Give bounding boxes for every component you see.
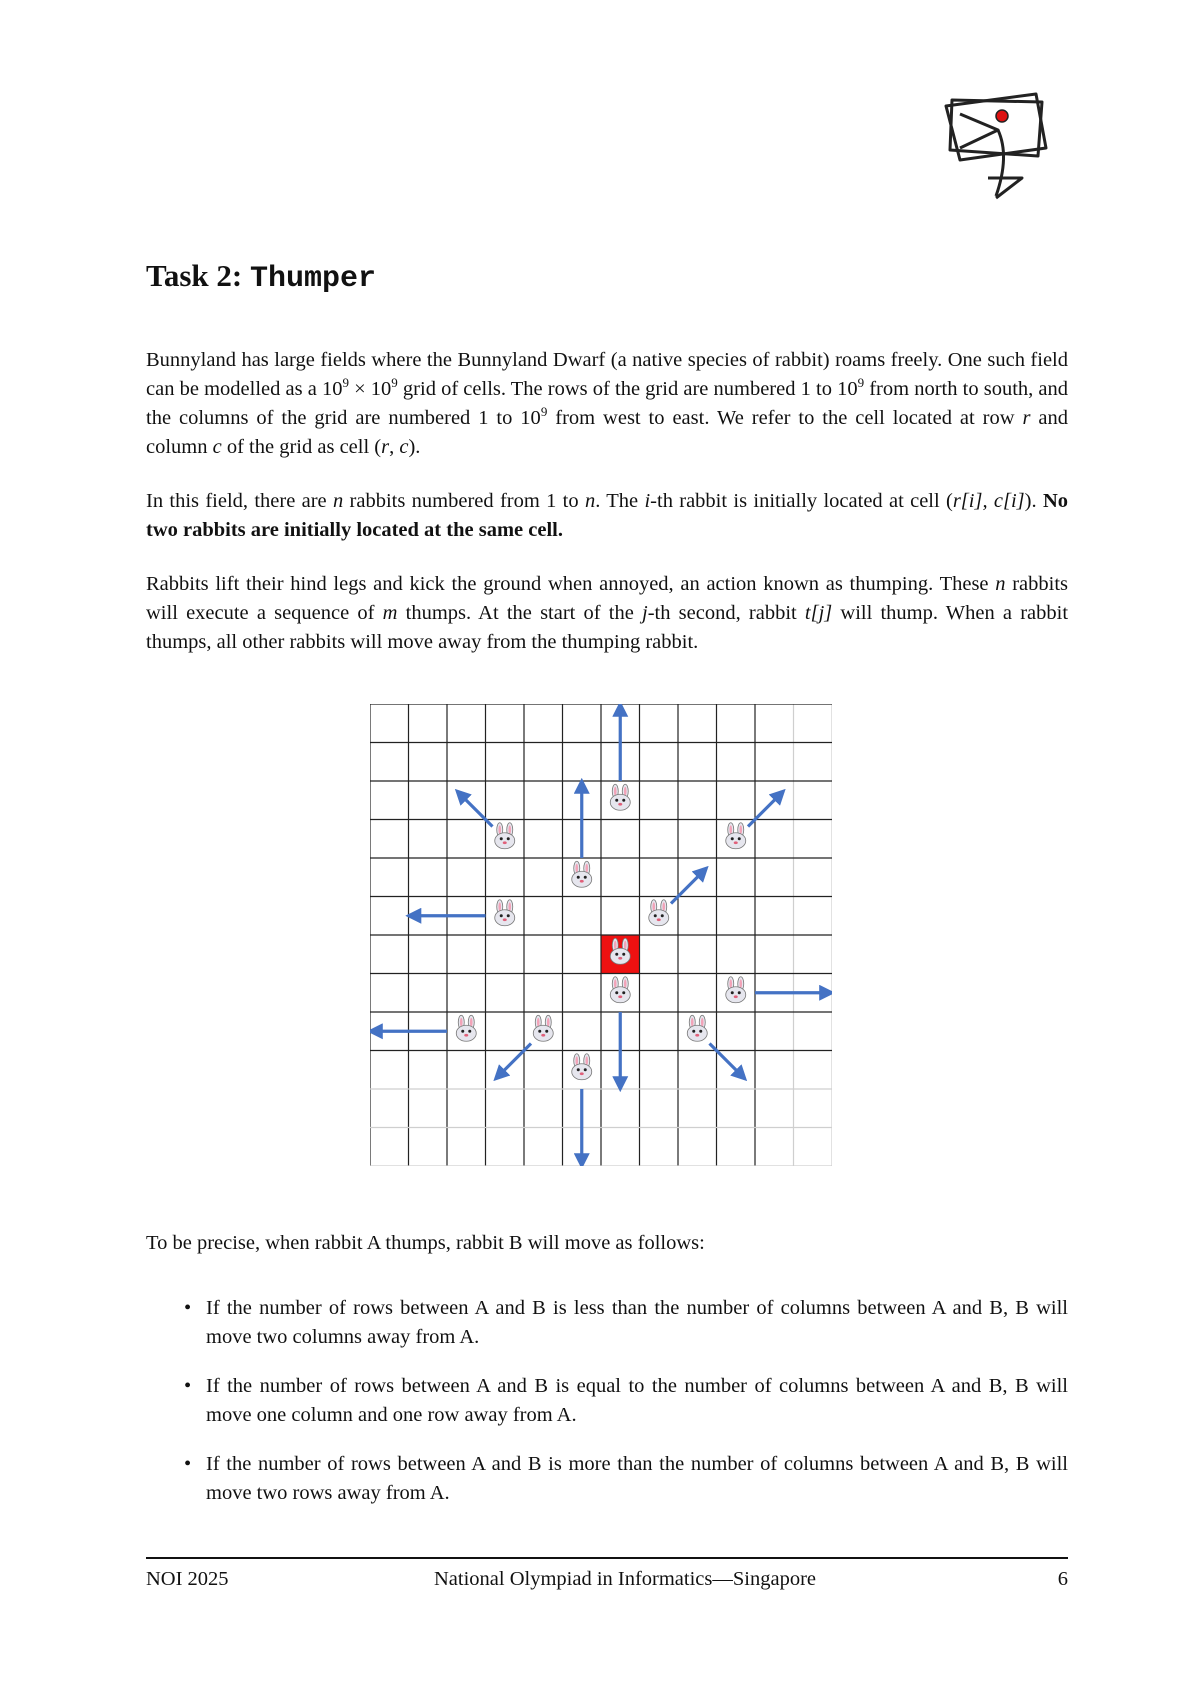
move-arrow xyxy=(457,791,492,826)
bullet-dot: • xyxy=(184,1375,192,1397)
bullet-dot: • xyxy=(184,1297,192,1319)
p3-text-c: thumps. At the start of the xyxy=(397,602,643,624)
task-title-prefix: Task 2: xyxy=(146,258,250,293)
list-item xyxy=(146,1372,1068,1430)
list-item xyxy=(146,1450,1068,1508)
rabbit-face-icon xyxy=(572,861,592,887)
p1-text-d: from north to south, and the columns of the grid are numbered 1 to 10 xyxy=(146,378,1069,429)
p2-text-a: In this field, there are xyxy=(146,490,333,512)
move-arrow xyxy=(710,1044,745,1079)
rabbit-face-icon xyxy=(610,977,630,1003)
footer-page-number: 6 xyxy=(1057,1568,1068,1590)
p2-var-n: n xyxy=(332,490,344,512)
bullet-dot: • xyxy=(184,1453,192,1475)
footer-contest: NOI 2025 xyxy=(146,1568,229,1590)
p1-text-c: grid of cells. The rows of the grid are numbered 1 to 10 xyxy=(397,378,858,400)
task-title xyxy=(146,258,376,296)
rabbit-face-icon xyxy=(495,900,515,926)
thumping-paragraph xyxy=(146,570,1068,657)
p1-text-g: of the grid as cell ( xyxy=(221,436,382,458)
p3-var-tj: t[j] xyxy=(804,602,833,624)
p2-var-i: i xyxy=(644,490,651,512)
p1-exp1: 9 xyxy=(342,375,349,391)
p1-exp3: 9 xyxy=(857,375,865,391)
rabbit-face-icon xyxy=(533,1015,553,1041)
p1-exp2: 9 xyxy=(391,375,398,391)
rabbit-face-icon xyxy=(649,900,669,926)
p2-text-e: ). xyxy=(1024,490,1043,512)
move-arrow xyxy=(671,868,706,903)
rabbits-paragraph xyxy=(146,487,1068,545)
task-name: Thumper xyxy=(249,262,376,296)
rule-text-equal: If the number of rows between A and B is equal to the number of columns between A and B, B will move one column and one row away from A. xyxy=(206,1375,1068,1426)
footer-divider xyxy=(146,1557,1068,1559)
p3-text-e: will thump. When a rabbit thumps, all other rabbits will move away from the thumping rabbit. xyxy=(146,602,1069,653)
p3-text-b: rabbits will execute a sequence of xyxy=(146,573,1069,624)
p1-text-a: Bunnyland has large fields where the Bunnyland Dwarf (a native species of rabbit) roams freely. One such field can be modelled as a 10 xyxy=(146,349,1068,400)
p1-text-e: from west to east. We refer to the cell located at row xyxy=(547,407,1023,429)
p3-var-m: m xyxy=(382,602,398,624)
move-arrow xyxy=(496,1044,531,1079)
p1-var-c: c xyxy=(212,436,222,458)
rabbit-face-icon xyxy=(572,1054,592,1080)
p1-times: × xyxy=(348,378,371,400)
rabbit-face-icon xyxy=(495,823,515,849)
p1-var-r2: r xyxy=(381,436,390,458)
list-item xyxy=(146,1294,1068,1352)
p1-exp4: 9 xyxy=(540,404,548,420)
p1-var-c2: c xyxy=(399,436,409,458)
rule-text-less: If the number of rows between A and B is less than the number of columns between A and B, B will move two columns away from A. xyxy=(206,1297,1068,1348)
p3-var-n: n xyxy=(995,573,1006,595)
p2-text-b: rabbits numbered from 1 to xyxy=(343,490,585,512)
p2-var-ri: r[i], c[i] xyxy=(952,490,1025,512)
rabbit-face-icon xyxy=(726,977,746,1003)
p4-text: To be precise, when rabbit A thumps, rabbit B will move as follows: xyxy=(146,1232,705,1254)
p3-text-a: Rabbits lift their hind legs and kick the ground when annoyed, an action known as thumping. These xyxy=(146,573,996,595)
p3-text-d: -th second, rabbit xyxy=(647,602,805,624)
movement-rules-list xyxy=(146,1294,1068,1528)
rule-text-more: If the number of rows between A and B is more than the number of columns between A and B, B will move two rows away from A. xyxy=(206,1453,1068,1504)
precise-paragraph xyxy=(146,1229,1068,1258)
p1-text-f: and column xyxy=(146,407,1068,458)
rabbit-face-icon xyxy=(687,1015,707,1041)
move-arrow xyxy=(748,791,783,826)
intro-paragraph xyxy=(146,346,1068,462)
footer-title: National Olympiad in Informatics—Singapore xyxy=(433,1568,816,1590)
rabbit-face-icon xyxy=(610,784,630,810)
p1-text-b: 10 xyxy=(370,378,392,400)
p2-bold-note: No two rabbits are initially located at the same cell. xyxy=(146,490,1068,541)
p2-text-d: -th rabbit is initially located at cell ( xyxy=(650,490,953,512)
p1-var-r: r xyxy=(1022,407,1031,429)
p2-text-c: . The xyxy=(595,490,645,512)
p1-text-h: ). xyxy=(408,436,421,458)
p3-var-j: j xyxy=(642,602,648,624)
p1-comma: , xyxy=(389,436,400,458)
thump-grid-figure xyxy=(370,704,832,1166)
p2-var-n2: n xyxy=(584,490,596,512)
noi-logo-icon xyxy=(938,86,1058,206)
rabbit-face-icon xyxy=(726,823,746,849)
rabbit-face-icon xyxy=(456,1015,476,1041)
